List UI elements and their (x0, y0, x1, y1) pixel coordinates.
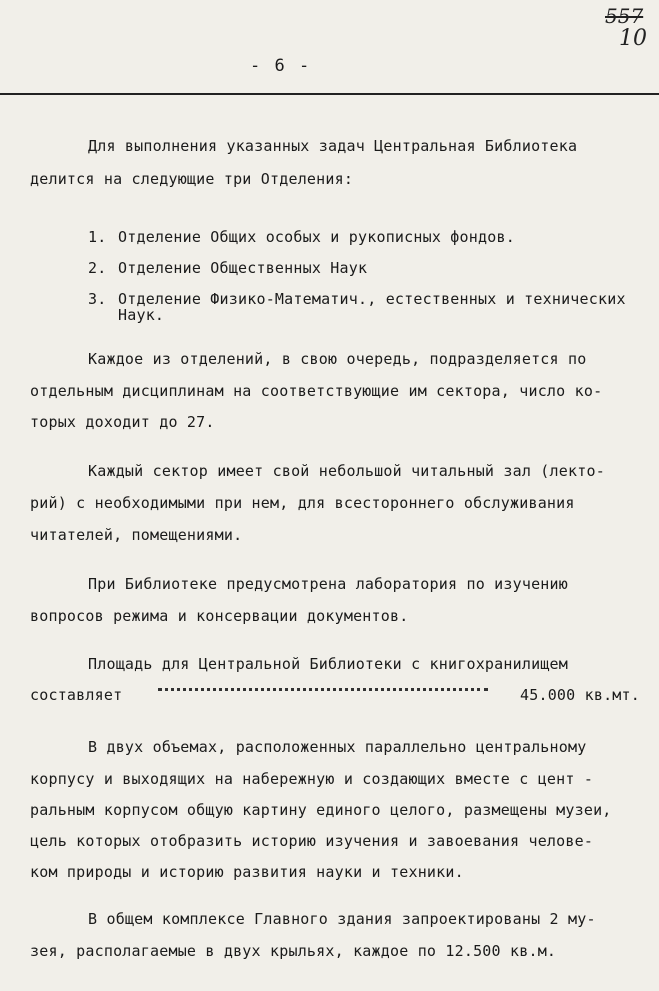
area-value: 45.000 кв.мт. (520, 686, 640, 704)
paragraph-3-line-1: Каждый сектор имеет свой небольшой читальный зал (лекто- (88, 462, 605, 480)
paragraph-4-line-1: При Библиотеке предусмотрена лаборатория по изучению (88, 575, 568, 593)
paragraph-4-line-2: вопросов режима и консервации документов. (30, 607, 409, 625)
paragraph-1-line-1: Для выполнения указанных задач Центральная Библиотека (88, 137, 578, 155)
paragraph-6-line-4: цель которых отобразить историю изучения и завоевания челове- (30, 832, 594, 850)
paragraph-1-line-2: делится на следующие три Отделения: (30, 170, 354, 188)
handwritten-number: 10 (619, 26, 647, 51)
paragraph-5-line-1: Площадь для Центральной Библиотеки с книгохранилищем (88, 655, 568, 673)
list-item-3-text-cont: Наук. (118, 306, 165, 324)
area-label: составляет (30, 686, 123, 704)
paragraph-6-line-3: ральным корпусом общую картину единого целого, размещены музеи, (30, 801, 612, 819)
list-item-1-number: 1. (88, 228, 107, 246)
list-item-3-number: 3. (88, 290, 107, 308)
paragraph-2-line-2: отдельным дисциплинам на соответствующие им сектора, число ко- (30, 382, 603, 400)
paragraph-7-line-2: зея, располагаемые в двух крыльях, каждое по 12.500 кв.м. (30, 942, 557, 960)
paragraph-3-line-3: читателей, помещениями. (30, 526, 243, 544)
list-item-1-text: Отделение Общих особых и рукописных фондов. (118, 228, 515, 246)
paragraph-6-line-1: В двух объемах, расположенных параллельно центральному (88, 738, 587, 756)
header-rule (0, 93, 659, 95)
dotted-leader (158, 688, 488, 691)
paragraph-6-line-2: корпусу и выходящих на набережную и создающих вместе с цент - (30, 770, 594, 788)
page-number: - 6 - (250, 56, 312, 76)
paragraph-3-line-2: рий) с необходимыми при нем, для всестороннего обслуживания (30, 494, 575, 512)
paragraph-6-line-5: ком природы и историю развития науки и техники. (30, 863, 464, 881)
list-item-2-number: 2. (88, 259, 107, 277)
list-item-3-text: Отделение Физико-Математич., естественных и технических (118, 290, 626, 308)
paragraph-2-line-1: Каждое из отделений, в свою очередь, подразделяется по (88, 350, 587, 368)
crossed-out-number: 557 (605, 4, 644, 28)
handwritten-page-annotation (601, 4, 645, 58)
paragraph-7-line-1: В общем комплексе Главного здания запроектированы 2 му- (88, 910, 596, 928)
list-item-2-text: Отделение Общественных Наук (118, 259, 368, 277)
paragraph-2-line-3: торых доходит до 27. (30, 413, 215, 431)
